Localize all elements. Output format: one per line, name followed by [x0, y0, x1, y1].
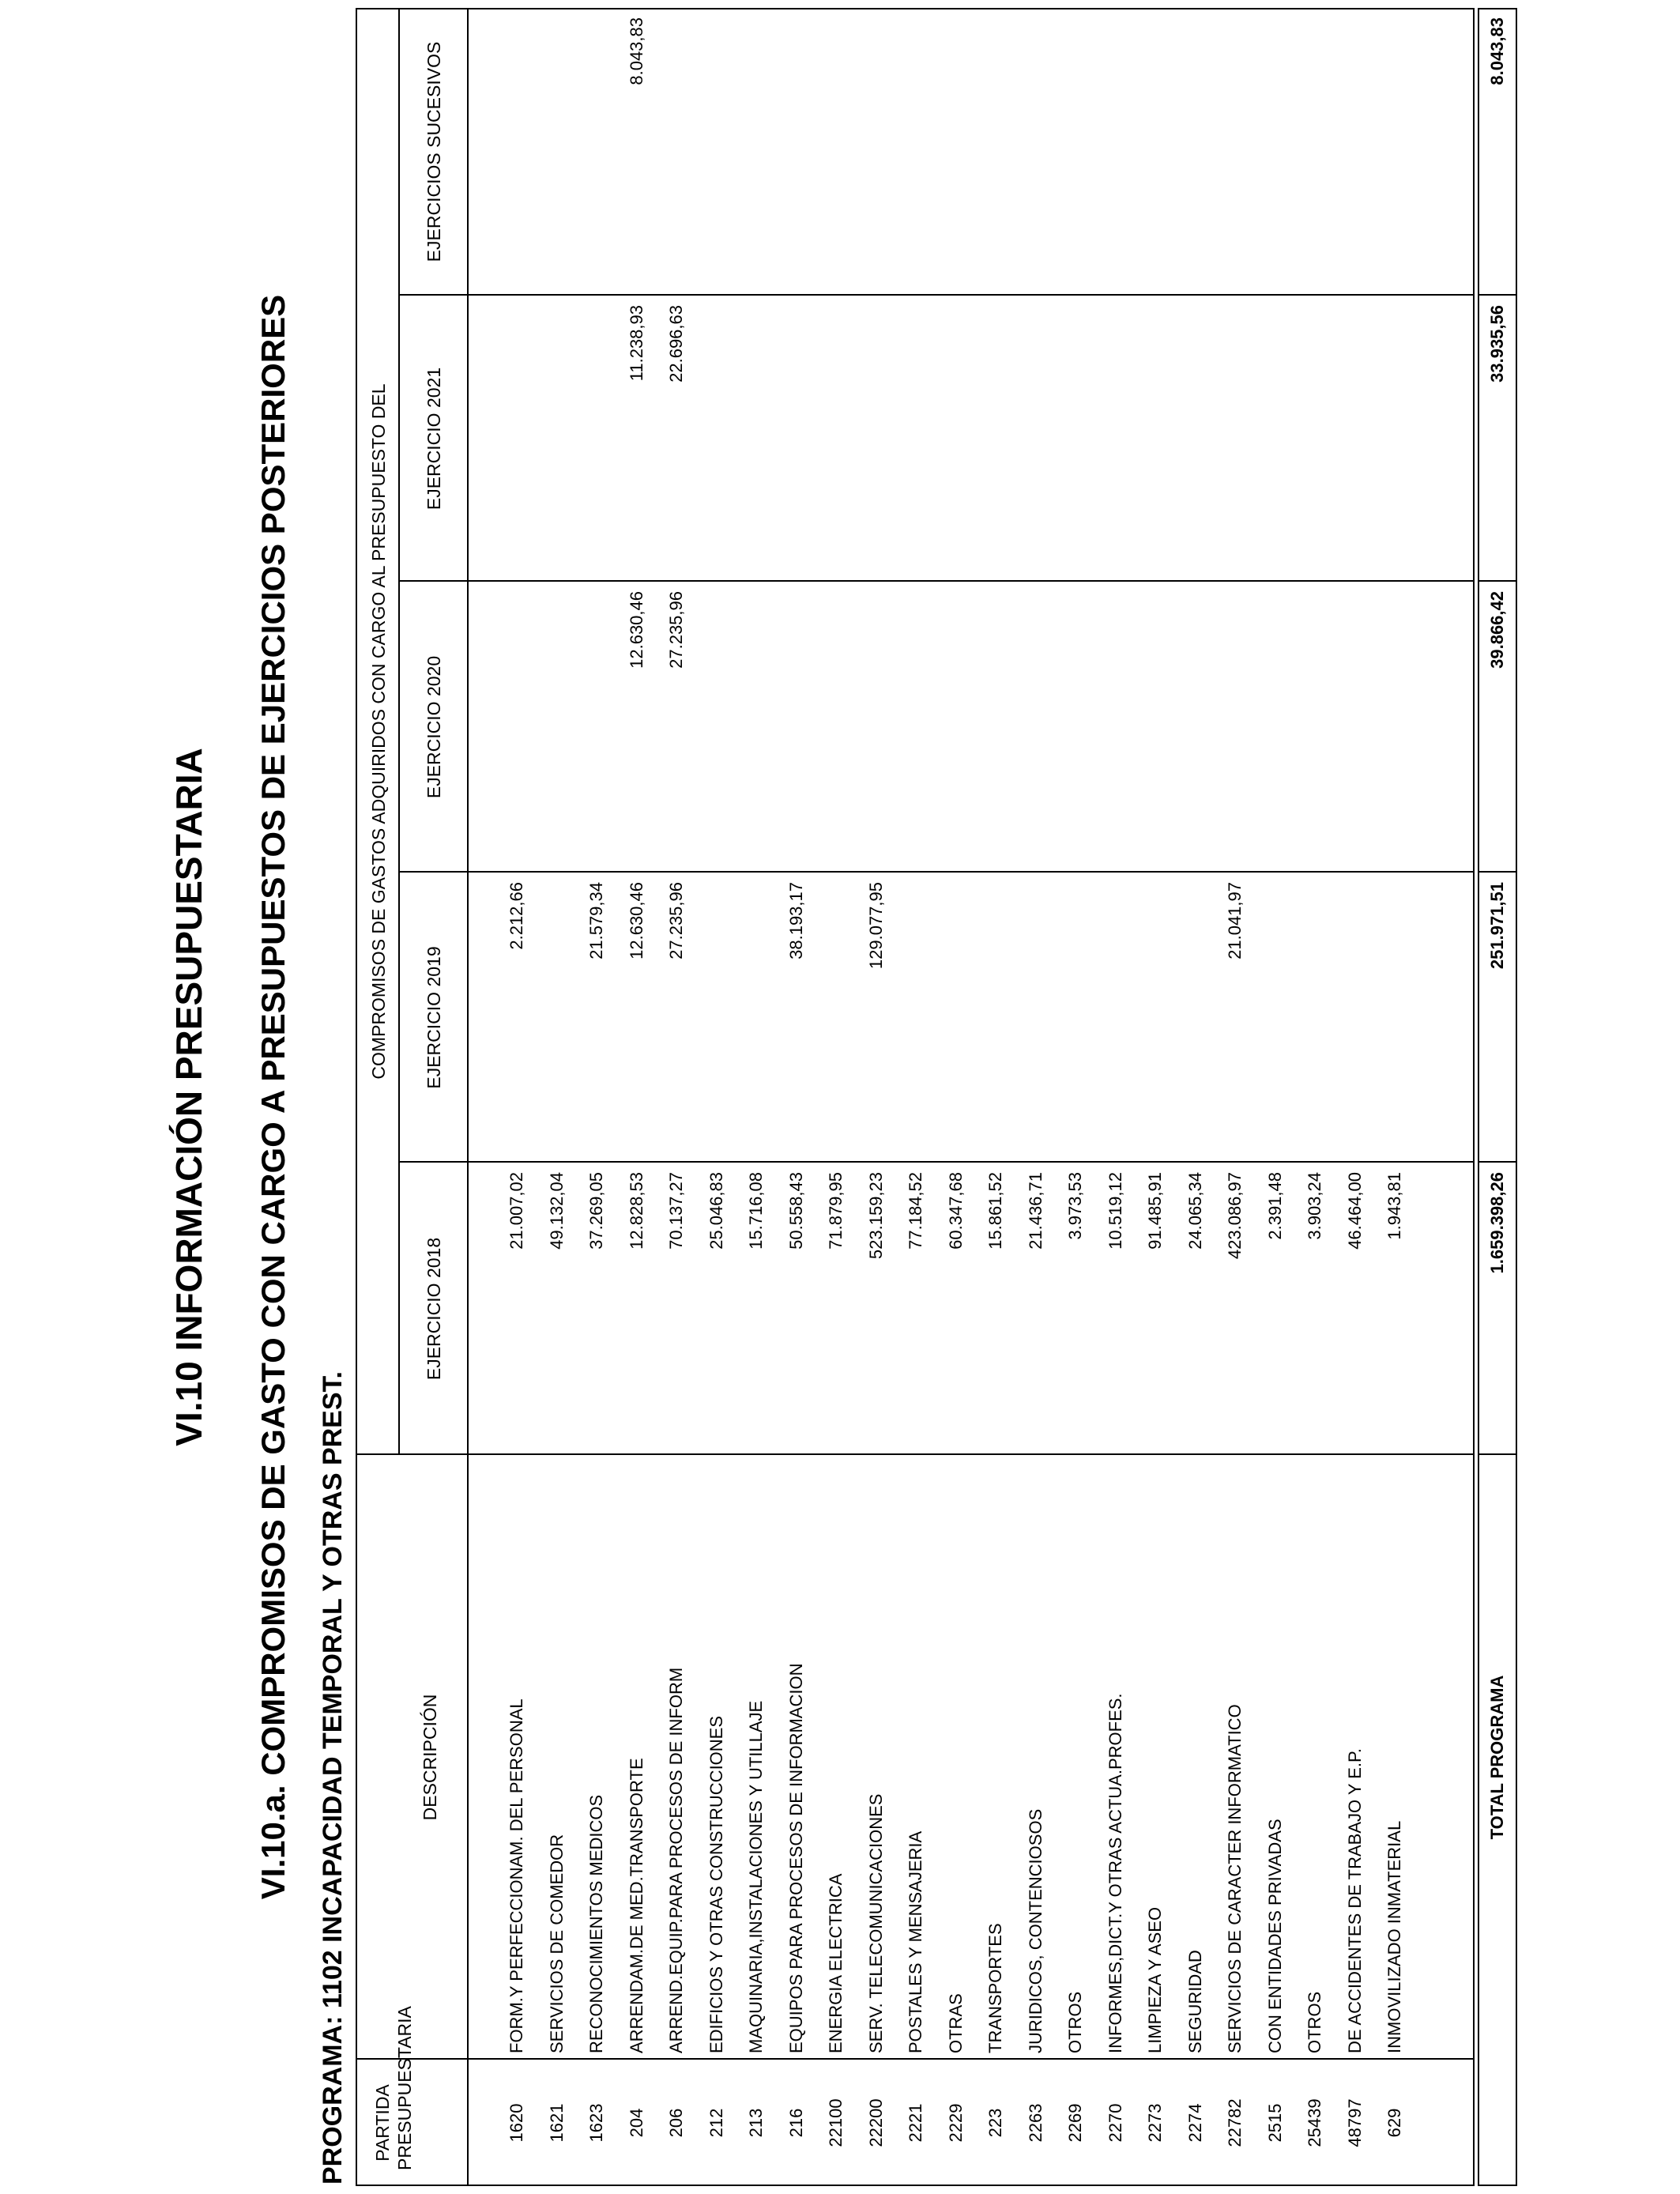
cell-sucesivos [1057, 17, 1094, 296]
cell-e2019 [937, 882, 975, 1163]
cell-partida: 213 [746, 2108, 766, 2138]
cell-e2019 [1136, 882, 1174, 1163]
cell-e2019 [1097, 882, 1135, 1163]
cell-e2018: 71.879,95 [826, 1172, 846, 1250]
cell-e2019 [1376, 882, 1414, 1163]
cell-e2020 [1057, 591, 1094, 873]
cell-e2018: 21.007,02 [507, 1172, 526, 1250]
cell-e2020 [737, 591, 775, 873]
cell-sucesivos [737, 17, 775, 296]
cell-descripcion: OTRAS [945, 1993, 966, 2053]
cell-e2019 [1177, 882, 1215, 1163]
header-ejercicio-2020: EJERCICIO 2020 [424, 655, 444, 799]
header-ejercicio-2021: EJERCICIO 2021 [424, 367, 444, 511]
cell-sucesivos [1216, 17, 1254, 296]
cell-e2021 [897, 305, 935, 582]
cell-e2018: 77.184,52 [906, 1172, 925, 1250]
cell-partida: 48797 [1344, 2098, 1365, 2147]
cell-partida: 2270 [1105, 2103, 1125, 2143]
cell-e2018: 49.132,04 [546, 1172, 567, 1250]
cell-e2018: 10.519,12 [1105, 1172, 1125, 1250]
cell-e2021 [538, 305, 576, 582]
cell-e2018: 70.137,27 [666, 1172, 686, 1250]
cell-descripcion: SERVICIOS DE COMEDOR [546, 1834, 567, 2053]
header-ejercicios-sucesivos: EJERCICIOS SUCESIVOS [424, 41, 444, 262]
total-ejercicio-2021: 33.935,56 [1487, 305, 1507, 383]
cell-e2019: 129.077,95 [865, 882, 886, 970]
total-ejercicio-2020: 39.866,42 [1487, 591, 1507, 669]
page-title: VI.10 INFORMACIÓN PRESUPUESTARIA [168, 748, 209, 1446]
header-descripcion: DESCRIPCIÓN [420, 1694, 440, 1821]
cell-sucesivos [1376, 17, 1414, 296]
header-partida: PARTIDA PRESUPUESTARIA [372, 2006, 415, 2170]
cell-e2021 [578, 305, 616, 582]
total-ejercicios-sucesivos: 8.043,83 [1487, 17, 1507, 85]
cell-e2018: 21.436,71 [1025, 1172, 1045, 1250]
cell-e2021: 22.696,63 [666, 305, 686, 383]
cell-sucesivos [1097, 17, 1135, 296]
cell-sucesivos [1296, 17, 1334, 296]
cell-e2019 [817, 882, 855, 1163]
cell-partida: 629 [1384, 2108, 1404, 2138]
cell-descripcion: INFORMES,DICT.Y OTRAS ACTUA.PROFES. [1105, 1693, 1125, 2053]
cell-descripcion: MAQUINARIA,INSTALACIONES Y UTILLAJE [746, 1700, 766, 2053]
cell-descripcion: CON ENTIDADES PRIVADAS [1264, 1819, 1285, 2053]
cell-e2019: 12.630,46 [626, 882, 646, 959]
cell-e2018: 3.973,53 [1065, 1172, 1085, 1240]
cell-e2021 [977, 305, 1015, 582]
cell-e2021 [698, 305, 736, 582]
group-header-divider [398, 8, 400, 1455]
cell-sucesivos [578, 17, 616, 296]
cell-e2020 [1097, 591, 1135, 873]
total-ejercicio-2018: 1.659.398,26 [1487, 1172, 1507, 1274]
cell-e2019: 21.579,34 [586, 882, 606, 959]
cell-e2018: 50.558,43 [785, 1172, 806, 1250]
cell-e2019 [897, 882, 935, 1163]
header-ejercicio-2018: EJERCICIO 2018 [424, 1237, 444, 1381]
cell-descripcion: EQUIPOS PARA PROCESOS DE INFORMACION [785, 1663, 806, 2053]
cell-e2020 [538, 591, 576, 873]
cell-e2018: 24.065,34 [1185, 1172, 1205, 1250]
cell-e2018: 1.943,81 [1384, 1172, 1404, 1240]
cell-partida: 1623 [586, 2103, 606, 2143]
cell-partida: 2269 [1065, 2103, 1085, 2143]
cell-sucesivos [1177, 17, 1215, 296]
cell-e2020 [817, 591, 855, 873]
cell-descripcion: OTROS [1305, 1991, 1324, 2053]
cell-e2020 [1336, 591, 1374, 873]
cell-e2019 [737, 882, 775, 1163]
cell-descripcion: TRANSPORTES [985, 1923, 1005, 2053]
cell-e2020 [578, 591, 616, 873]
cell-e2019 [1296, 882, 1334, 1163]
cell-descripcion: SERV. TELECOMUNICACIONES [865, 1793, 886, 2053]
cell-descripcion: SEGURIDAD [1185, 1950, 1205, 2053]
cell-e2020 [937, 591, 975, 873]
total-label: TOTAL PROGRAMA [1487, 1675, 1507, 1840]
cell-e2019 [538, 882, 576, 1163]
cell-sucesivos [937, 17, 975, 296]
cell-descripcion: DE ACCIDENTES DE TRABAJO Y E.P. [1344, 1748, 1365, 2053]
cell-e2020 [1177, 591, 1215, 873]
cell-sucesivos [1136, 17, 1174, 296]
cell-e2018: 46.464,00 [1344, 1172, 1365, 1250]
cell-e2020 [897, 591, 935, 873]
cell-e2020 [1256, 591, 1294, 873]
cell-e2018: 15.861,52 [985, 1172, 1005, 1250]
cell-e2021: 11.238,93 [626, 305, 646, 382]
cell-e2020: 27.235,96 [666, 591, 686, 669]
cell-sucesivos [817, 17, 855, 296]
cell-sucesivos [897, 17, 935, 296]
cell-e2018: 12.828,53 [626, 1172, 646, 1250]
cell-descripcion: POSTALES Y MENSAJERIA [906, 1830, 925, 2053]
cell-e2021 [817, 305, 855, 582]
cell-descripcion: ARREND.EQUIP.PARA PROCESOS DE INFORM [666, 1667, 686, 2053]
cell-e2021 [1057, 305, 1094, 582]
cell-partida: 2229 [945, 2103, 966, 2143]
cell-e2020 [1296, 591, 1334, 873]
cell-e2019: 21.041,97 [1225, 882, 1245, 959]
cell-descripcion: EDIFICIOS Y OTRAS CONSTRUCCIONES [706, 1715, 726, 2053]
cell-e2019 [1256, 882, 1294, 1163]
cell-e2021 [498, 305, 536, 582]
cell-partida: 22200 [865, 2098, 886, 2147]
cell-e2020 [1136, 591, 1174, 873]
cell-sucesivos [778, 17, 816, 296]
cell-descripcion: LIMPIEZA Y ASEO [1145, 1906, 1165, 2053]
cell-e2020 [778, 591, 816, 873]
cell-partida: 2515 [1264, 2103, 1285, 2143]
cell-e2021 [1216, 305, 1254, 582]
cell-e2019 [698, 882, 736, 1163]
cell-sucesivos [1017, 17, 1055, 296]
cell-partida: 1621 [546, 2103, 567, 2143]
cell-descripcion: OTROS [1065, 1991, 1085, 2053]
cell-e2019: 38.193,17 [785, 882, 806, 959]
cell-e2021 [778, 305, 816, 582]
cell-e2020 [498, 591, 536, 873]
cell-partida: 206 [666, 2108, 686, 2138]
cell-sucesivos: 8.043,83 [626, 17, 646, 85]
cell-partida: 25439 [1305, 2098, 1324, 2147]
cell-e2021 [937, 305, 975, 582]
cell-e2020 [698, 591, 736, 873]
cell-e2021 [1256, 305, 1294, 582]
cell-e2019 [1057, 882, 1094, 1163]
cell-e2018: 60.347,68 [945, 1172, 966, 1250]
cell-e2020 [857, 591, 895, 873]
cell-sucesivos [857, 17, 895, 296]
cell-e2018: 523.159,23 [865, 1172, 886, 1260]
cell-sucesivos [1336, 17, 1374, 296]
cell-e2019 [1336, 882, 1374, 1163]
cell-partida: 1620 [507, 2103, 526, 2143]
header-ejercicio-2019: EJERCICIO 2019 [424, 946, 444, 1089]
cell-e2020 [1376, 591, 1414, 873]
cell-sucesivos [698, 17, 736, 296]
cell-sucesivos [538, 17, 576, 296]
cell-e2021 [1136, 305, 1174, 582]
cell-e2019: 2.212,66 [507, 882, 526, 950]
cell-e2018: 423.086,97 [1225, 1172, 1245, 1260]
cell-e2019 [977, 882, 1015, 1163]
cell-partida: 2273 [1145, 2103, 1165, 2143]
cell-partida: 204 [626, 2108, 646, 2138]
cell-sucesivos [657, 17, 695, 296]
cell-e2018: 91.485,91 [1145, 1172, 1165, 1250]
cell-descripcion: ARRENDAM.DE MED.TRANSPORTE [626, 1758, 646, 2053]
cell-e2021 [857, 305, 895, 582]
cell-partida: 223 [985, 2108, 1005, 2138]
header-divider [467, 8, 469, 2186]
cell-descripcion: JURIDICOS, CONTENCIOSOS [1025, 1808, 1045, 2053]
cell-partida: 216 [785, 2108, 806, 2138]
cell-sucesivos [498, 17, 536, 296]
cell-descripcion: SERVICIOS DE CARACTER INFORMATICO [1225, 1704, 1245, 2053]
cell-e2021 [1336, 305, 1374, 582]
cell-e2019 [1017, 882, 1055, 1163]
section-subtitle: VI.10.a. COMPROMISOS DE GASTO CON CARGO A PRESUPUESTOS DE EJERCICIOS POSTERIORES [254, 294, 292, 1900]
cell-e2018: 25.046,83 [706, 1172, 726, 1250]
program-label: PROGRAMA: 1102 INCAPACIDAD TEMPORAL Y OTRAS PREST. [318, 1371, 348, 2185]
cell-partida: 212 [706, 2108, 726, 2138]
cell-partida: 2221 [906, 2103, 925, 2143]
cell-e2021 [1376, 305, 1414, 582]
total-ejercicio-2019: 251.971,51 [1487, 882, 1507, 970]
cell-e2021 [1296, 305, 1334, 582]
cell-e2018: 2.391,48 [1264, 1172, 1285, 1240]
cell-descripcion: ENERGIA ELECTRICA [826, 1873, 846, 2053]
cell-descripcion: INMOVILIZADO INMATERIAL [1384, 1820, 1404, 2053]
cell-partida: 22782 [1225, 2098, 1245, 2147]
cell-descripcion: RECONOCIMIENTOS MEDICOS [586, 1794, 606, 2053]
cell-e2018: 3.903,24 [1305, 1172, 1324, 1240]
cell-e2019: 27.235,96 [666, 882, 686, 959]
cell-e2021 [1017, 305, 1055, 582]
cell-partida: 2274 [1185, 2103, 1205, 2143]
cell-sucesivos [977, 17, 1015, 296]
cell-e2021 [737, 305, 775, 582]
cell-e2020 [977, 591, 1015, 873]
header-group: COMPROMISOS DE GASTOS ADQUIRIDOS CON CARGO AL PRESUPUESTO DEL [368, 383, 389, 1080]
cell-e2020 [1017, 591, 1055, 873]
cell-partida: 22100 [826, 2098, 846, 2147]
cell-descripcion: FORM.Y PERFECCIONAM. DEL PERSONAL [507, 1698, 526, 2053]
cell-e2020: 12.630,46 [626, 591, 646, 669]
cell-e2018: 37.269,05 [586, 1172, 606, 1250]
cell-e2020 [1216, 591, 1254, 873]
cell-e2021 [1097, 305, 1135, 582]
cell-sucesivos [1256, 17, 1294, 296]
cell-e2021 [1177, 305, 1215, 582]
cell-partida: 2263 [1025, 2103, 1045, 2143]
cell-e2018: 15.716,08 [746, 1172, 766, 1250]
